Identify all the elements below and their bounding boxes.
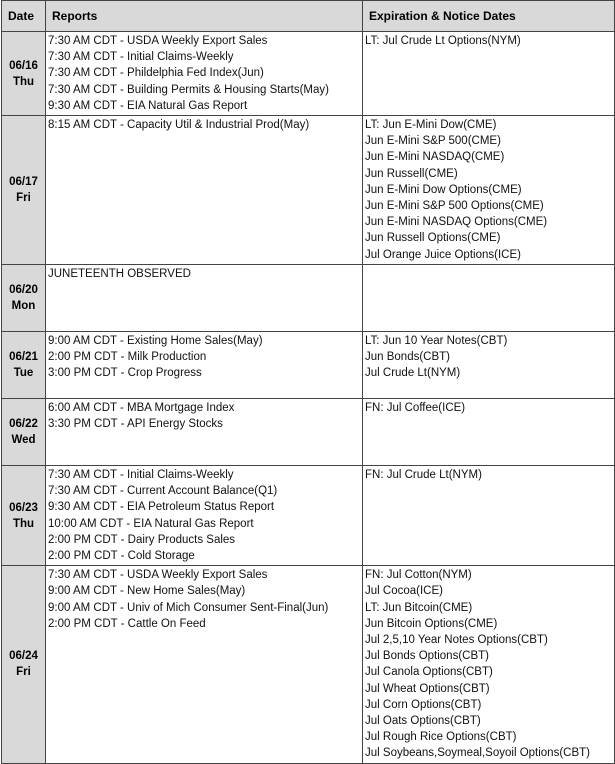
report-item: 2:00 PM CDT - Cold Storage (48, 550, 195, 563)
expiration-cell (363, 466, 615, 566)
report-item: 2:00 PM CDT - Cattle On Feed (48, 617, 206, 630)
reports-cell (46, 32, 363, 116)
expiration-item: Jul Crude Lt(NYM) (365, 367, 461, 380)
calendar-body (2, 32, 615, 764)
report-item: 7:30 AM CDT - USDA Weekly Export Sales (48, 569, 268, 582)
expiration-item: Jul Orange Juice Options(ICE) (365, 248, 521, 261)
expiration-item: Jul Soybeans,Soymeal,Soyoil Options(CBT) (365, 747, 590, 760)
report-item: 7:30 AM CDT - Current Account Balance(Q1) (48, 485, 278, 498)
expiration-cell (363, 32, 615, 116)
reports-cell (46, 399, 363, 466)
report-item: JUNETEENTH OBSERVED (48, 268, 191, 281)
report-item: 7:30 AM CDT - Initial Claims-Weekly (48, 469, 234, 482)
weekday-label: Fri (16, 192, 31, 205)
report-item: 7:30 AM CDT - USDA Weekly Export Sales (48, 35, 268, 47)
report-item: 3:30 PM CDT - API Energy Stocks (48, 418, 223, 431)
date-label: 06/22 (9, 418, 38, 431)
date-cell (2, 32, 46, 116)
reports-cell (46, 466, 363, 566)
expiration-item: Jul Oats Options(CBT) (365, 715, 481, 728)
expiration-cell (363, 566, 615, 763)
table-row (2, 32, 615, 116)
expiration-cell (363, 399, 615, 466)
date-cell (2, 265, 46, 332)
reports-cell (46, 265, 363, 332)
expiration-item: Jun E-Mini S&P 500(CME) (365, 135, 501, 148)
expiration-item: FN: Jul Coffee(ICE) (365, 402, 466, 415)
table-row (2, 466, 615, 566)
date-label: 06/23 (9, 501, 38, 514)
report-item: 9:00 AM CDT - New Home Sales(May) (48, 585, 246, 598)
expiration-item: Jun E-Mini S&P 500 Options(CME) (365, 200, 544, 213)
weekday-label: Tue (13, 367, 34, 380)
report-item: 6:00 AM CDT - MBA Mortgage Index (48, 402, 235, 415)
date-label: 06/24 (9, 650, 38, 663)
report-item: 9:00 AM CDT - Univ of Mich Consumer Sent-Final(Jun) (48, 601, 329, 614)
expiration-cell (363, 265, 615, 332)
report-item: 7:30 AM CDT - Building Permits & Housing Starts(May) (48, 83, 329, 96)
economic-calendar-table (1, 0, 615, 764)
date-cell (2, 332, 46, 399)
reports-cell (46, 116, 363, 265)
table-row (2, 265, 615, 332)
expiration-item: Jun E-Mini NASDAQ(CME) (365, 151, 505, 164)
date-cell (2, 116, 46, 265)
expiration-item: FN: Jul Cotton(NYM) (365, 569, 472, 582)
report-item: 2:00 PM CDT - Dairy Products Sales (48, 533, 236, 546)
table-row (2, 116, 615, 265)
report-item: 9:00 AM CDT - Existing Home Sales(May) (48, 335, 263, 348)
expiration-item: LT: Jun 10 Year Notes(CBT) (365, 335, 508, 348)
expiration-item: Jun Bonds(CBT) (365, 351, 451, 364)
expiration-item: Jul Corn Options(CBT) (365, 698, 482, 711)
date-label: 06/17 (9, 176, 38, 189)
report-item: 10:00 AM CDT - EIA Natural Gas Report (48, 517, 254, 530)
table-row (2, 566, 615, 763)
report-item: 8:15 AM CDT - Capacity Util & Industrial Prod(May) (48, 119, 310, 132)
expiration-item: LT: Jul Crude Lt Options(NYM) (365, 35, 521, 47)
weekday-label: Thu (12, 75, 35, 88)
weekday-label: Thu (12, 517, 35, 530)
report-item: 7:30 AM CDT - Initial Claims-Weekly (48, 51, 234, 64)
table-row (2, 399, 615, 466)
expiration-item: Jul Rough Rice Options(CBT) (365, 731, 517, 744)
expiration-item: Jul Bonds Options(CBT) (365, 650, 489, 663)
date-cell (2, 466, 46, 566)
expiration-column-header: Expiration & Notice Dates (363, 1, 615, 32)
reports-cell (46, 566, 363, 763)
expiration-item: Jul Cocoa(ICE) (365, 585, 443, 598)
report-item: 2:00 PM CDT - Milk Production (48, 351, 207, 364)
table-row (2, 332, 615, 399)
reports-column-header: Reports (46, 1, 363, 32)
report-item: 3:00 PM CDT - Crop Progress (48, 367, 202, 380)
expiration-item: Jun Bitcoin Options(CME) (365, 617, 498, 630)
report-item: 7:30 AM CDT - Phildelphia Fed Index(Jun) (48, 67, 264, 80)
header-row (2, 1, 615, 32)
expiration-item: LT: Jun E-Mini Dow(CME) (365, 119, 497, 132)
expiration-item: Jun E-Mini Dow Options(CME) (365, 183, 522, 196)
expiration-item: Jul Wheat Options(CBT) (365, 682, 490, 695)
date-cell (2, 566, 46, 763)
expiration-cell (363, 332, 615, 399)
expiration-item: Jul 2,5,10 Year Notes Options(CBT) (365, 634, 548, 647)
expiration-item: Jun Russell(CME) (365, 167, 458, 180)
expiration-cell (363, 116, 615, 265)
weekday-label: Wed (11, 434, 36, 447)
report-item: 9:30 AM CDT - EIA Petroleum Status Report (48, 501, 275, 514)
report-item: 9:30 AM CDT - EIA Natural Gas Report (48, 99, 248, 112)
expiration-item: Jun E-Mini NASDAQ Options(CME) (365, 216, 548, 229)
date-label: 06/21 (9, 351, 38, 364)
expiration-item: Jul Canola Options(CBT) (365, 666, 493, 679)
date-column-header: Date (2, 1, 46, 32)
weekday-label: Mon (11, 300, 36, 313)
expiration-item: FN: Jul Crude Lt(NYM) (365, 469, 482, 482)
expiration-item: Jun Russell Options(CME) (365, 232, 501, 245)
weekday-label: Fri (16, 666, 31, 679)
date-label: 06/20 (9, 284, 38, 297)
reports-cell (46, 332, 363, 399)
date-cell (2, 399, 46, 466)
expiration-item: LT: Jun Bitcoin(CME) (365, 601, 473, 614)
date-label: 06/16 (9, 59, 38, 72)
